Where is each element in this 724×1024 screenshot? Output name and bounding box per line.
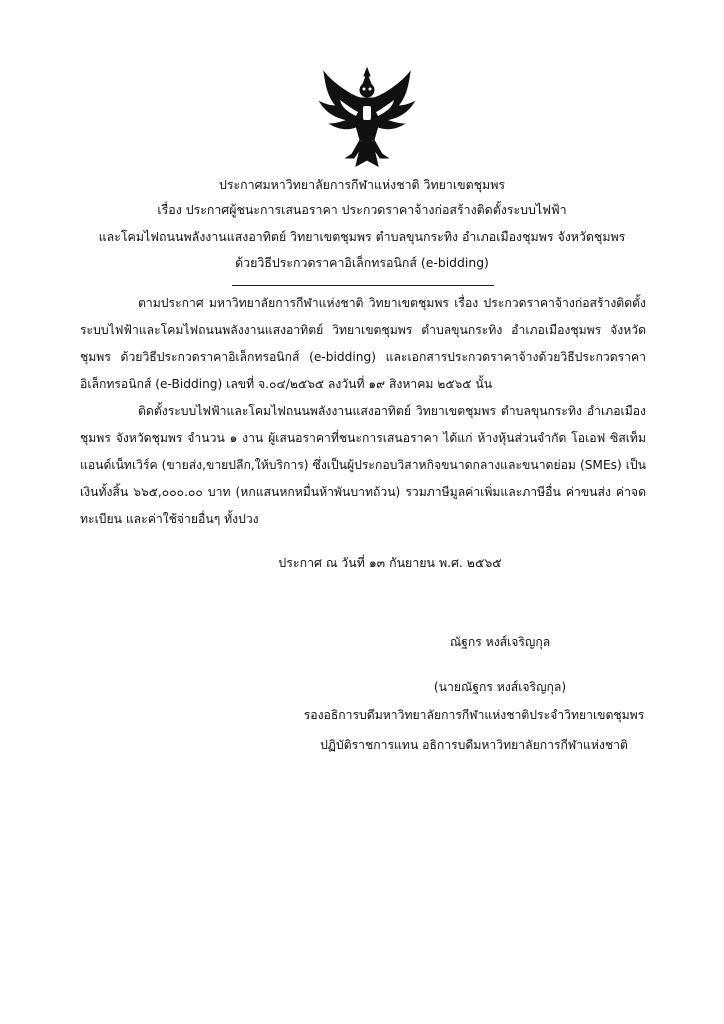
announcement-method: ด้วยวิธีประกวดราคาอิเล็กทรอนิกส์ (e-bidding) [235, 255, 489, 270]
announcement-subject-cont: และโคมไฟถนนพลังงานแสงอาทิตย์ วิทยาเขตชุมพร ตำบลขุนกระทิง อำเภอเมืองชุมพร จังหวัดชุมพร [98, 229, 626, 244]
body-paragraph-2 [80, 398, 646, 533]
paragraph-2-text: ติดตั้งระบบไฟฟ้าและโคมไฟถนนพลังงานแสงอาทิตย์ วิทยาเขตชุมพร ตำบลขุนกระทิง อำเภอเมืองชุมพร จังหวัดชุมพร จำนวน ๑ งาน ผู้เสนอราคาที่ชนะการเสนอราคา ได้แก่ ห้างหุ้นส่วนจำกัด โอเอฟ ซิสเท็มแอนด์เน็ทเวิร์ค (ขายส่ง,ขายปลีก,ให้บริการ) ซึ่งเป็นผู้ประกอบวิสาหกิจขนาดกลางและขนาดย่อม (SMEs) เป็นเงินทั้งสิ้น ๖๖๕,๐๐๐.๐๐ บาท (หกแสนหกหมื่นห้าพันบาทถ้วน) รวมภาษีมูลค่าเพิ่มและภาษีอื่น ค่าขนส่ง ค่าจดทะเบียน และค่าใช้จ่ายอื่นๆ ทั้งปวง [80, 404, 646, 526]
announcement-date: ประกาศ ณ วันที่ ๑๓ กันยายน พ.ศ. ๒๕๖๕ [278, 555, 502, 570]
body-paragraph-1 [80, 290, 646, 398]
paragraph-1-text: ตามประกาศ มหาวิทยาลัยการกีฬาแห่งชาติ วิทยาเขตชุมพร เรื่อง ประกวดราคาจ้างก่อสร้างติดตั้งระบบไฟฟ้าและโคมไฟถนนพลังงานแสงอาทิตย์ วิทยาเขตชุมพร ตำบลขุนกระทิง อำเภอเมืองชุมพร จังหวัดชุมพร ด้วยวิธีประกวดราคาอิเล็กทรอนิกส์ (e-bidding) และเอกสารประกวดราคาจ้างด้วยวิธีประกวดราคาอิเล็กทรอนิกส์ (e-Bidding) เลขที่ จ.๐๔/๒๕๖๕ ลงวันที่ ๑๙ สิงหาคม ๒๕๖๕ นั้น [80, 296, 646, 391]
announcement-subject: เรื่อง ประกาศผู้ชนะการเสนอราคา ประกวดราคาจ้างก่อสร้างติดตั้งระบบไฟฟ้า [157, 202, 567, 217]
garuda-emblem-icon [318, 66, 416, 172]
announcement-title: ประกาศมหาวิทยาลัยการกีฬาแห่งชาติ วิทยาเขตชุมพร [218, 177, 506, 192]
handwritten-signature: ณัฐกร หงส์เจริญกุล [449, 635, 551, 649]
signer-name: (นายณัฐกร หงส์เจริญกุล) [433, 680, 567, 694]
signer-acting-position: ปฏิบัติราชการแทน อธิการบดีมหาวิทยาลัยการกีฬาแห่งชาติ [320, 738, 628, 752]
signer-position: รองอธิการบดีมหาวิทยาลัยการกีฬาแห่งชาติประจำวิทยาเขตชุมพร [303, 708, 645, 722]
heading-divider [232, 285, 494, 286]
